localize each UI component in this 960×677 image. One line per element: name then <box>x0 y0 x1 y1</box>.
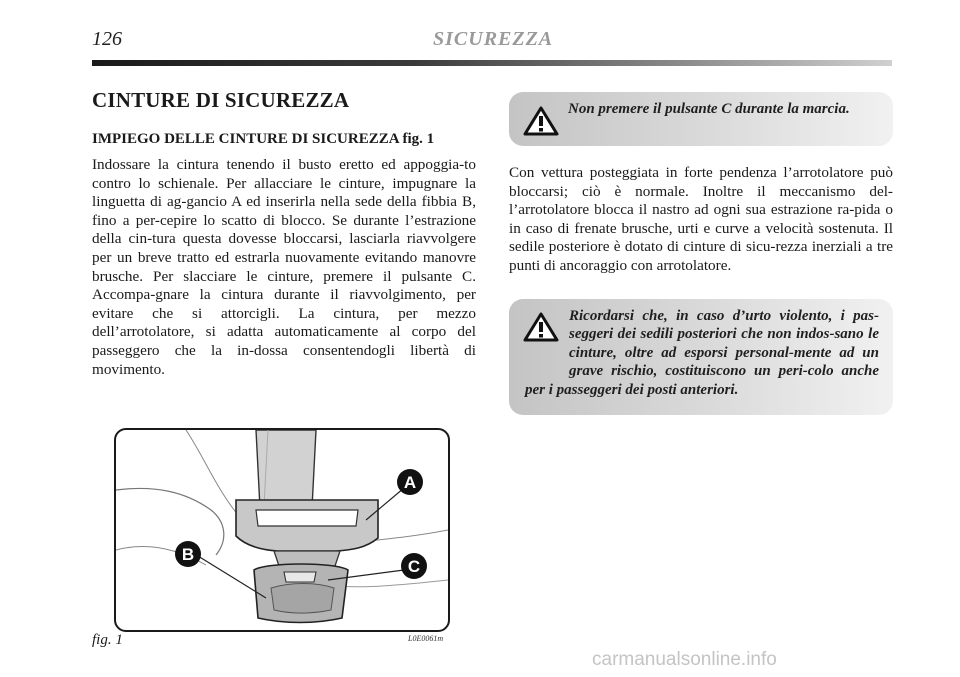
section-title: CINTURE DI SICUREZZA <box>92 88 350 112</box>
warning-box-rear-seats <box>509 299 893 415</box>
warning-box-button <box>509 92 893 146</box>
callout-label-b: B <box>181 545 195 564</box>
retractor-paragraph: Con vettura posteggiata in forte pendenza l’arrotolatore può bloccarsi; ciò è normale. Inoltre il meccanismo del-l’arrotolatore blocca il nastro ad ogni sua estrazione ra-pida o in caso di frenate brusche, urti e curve a velocità sostenuta. Il sedile posteriore è dotato di cinture di sicu-rezza inerziali a tre punti di ancoraggio con arrotolatore. <box>509 164 893 274</box>
warning-triangle-icon <box>523 106 559 136</box>
running-head: SICUREZZA <box>433 28 554 50</box>
usage-paragraph: Indossare la cintura tenendo il busto eretto ed appoggia-to contro lo schienale. Per allacciare le cinture, impugnare la linguetta di ag-gancio A ed inserirla nella sede della fibbia B, fino a per-cepire lo scatto di blocco. Se durante l’estrazione della cin-tura questa dovesse bloccarsi, lasciarla riavvolgere per un breve tratto ed estrarla nuovamente evitando manovre brusche. Per slacciare le cinture, premere il pulsante C. Accompa-gnare la cintura durante il riavvolgimento, per evitare che si attorcigli. La cintura, per mezzo dell’arrotolatore, si adatta automaticamente al corpo del passeggero che la in-dossa consentendogli libertà di movimento. <box>92 156 476 378</box>
subsection-title: IMPIEGO DELLE CINTURE DI SICUREZZA fig. 1 <box>92 131 435 147</box>
page-number: 126 <box>92 28 122 50</box>
warning-text-rear-seats: Ricordarsi che, in caso d’urto violento, i pas-seggeri dei sedili posteriori che non indos-sano le cinture, oltre ad esporsi personal-mente ad un grave rischio, costituiscono un peri-colo anche per i passeggeri dei posti anteriori. <box>525 307 879 398</box>
figure-caption: fig. 1 <box>92 632 123 648</box>
seatbelt-buckle-figure <box>114 428 450 632</box>
watermark: carmanualsonline.info <box>592 649 777 670</box>
seatbelt-illustration <box>116 430 448 630</box>
callout-label-a: A <box>403 473 417 492</box>
warning-text-button: Non premere il pulsante C durante la marcia. <box>568 101 850 117</box>
right-column <box>509 92 893 415</box>
left-column <box>92 88 476 379</box>
figure-code: L0E0061m <box>408 634 444 643</box>
header-rule <box>92 60 892 66</box>
callout-label-c: C <box>407 557 421 576</box>
